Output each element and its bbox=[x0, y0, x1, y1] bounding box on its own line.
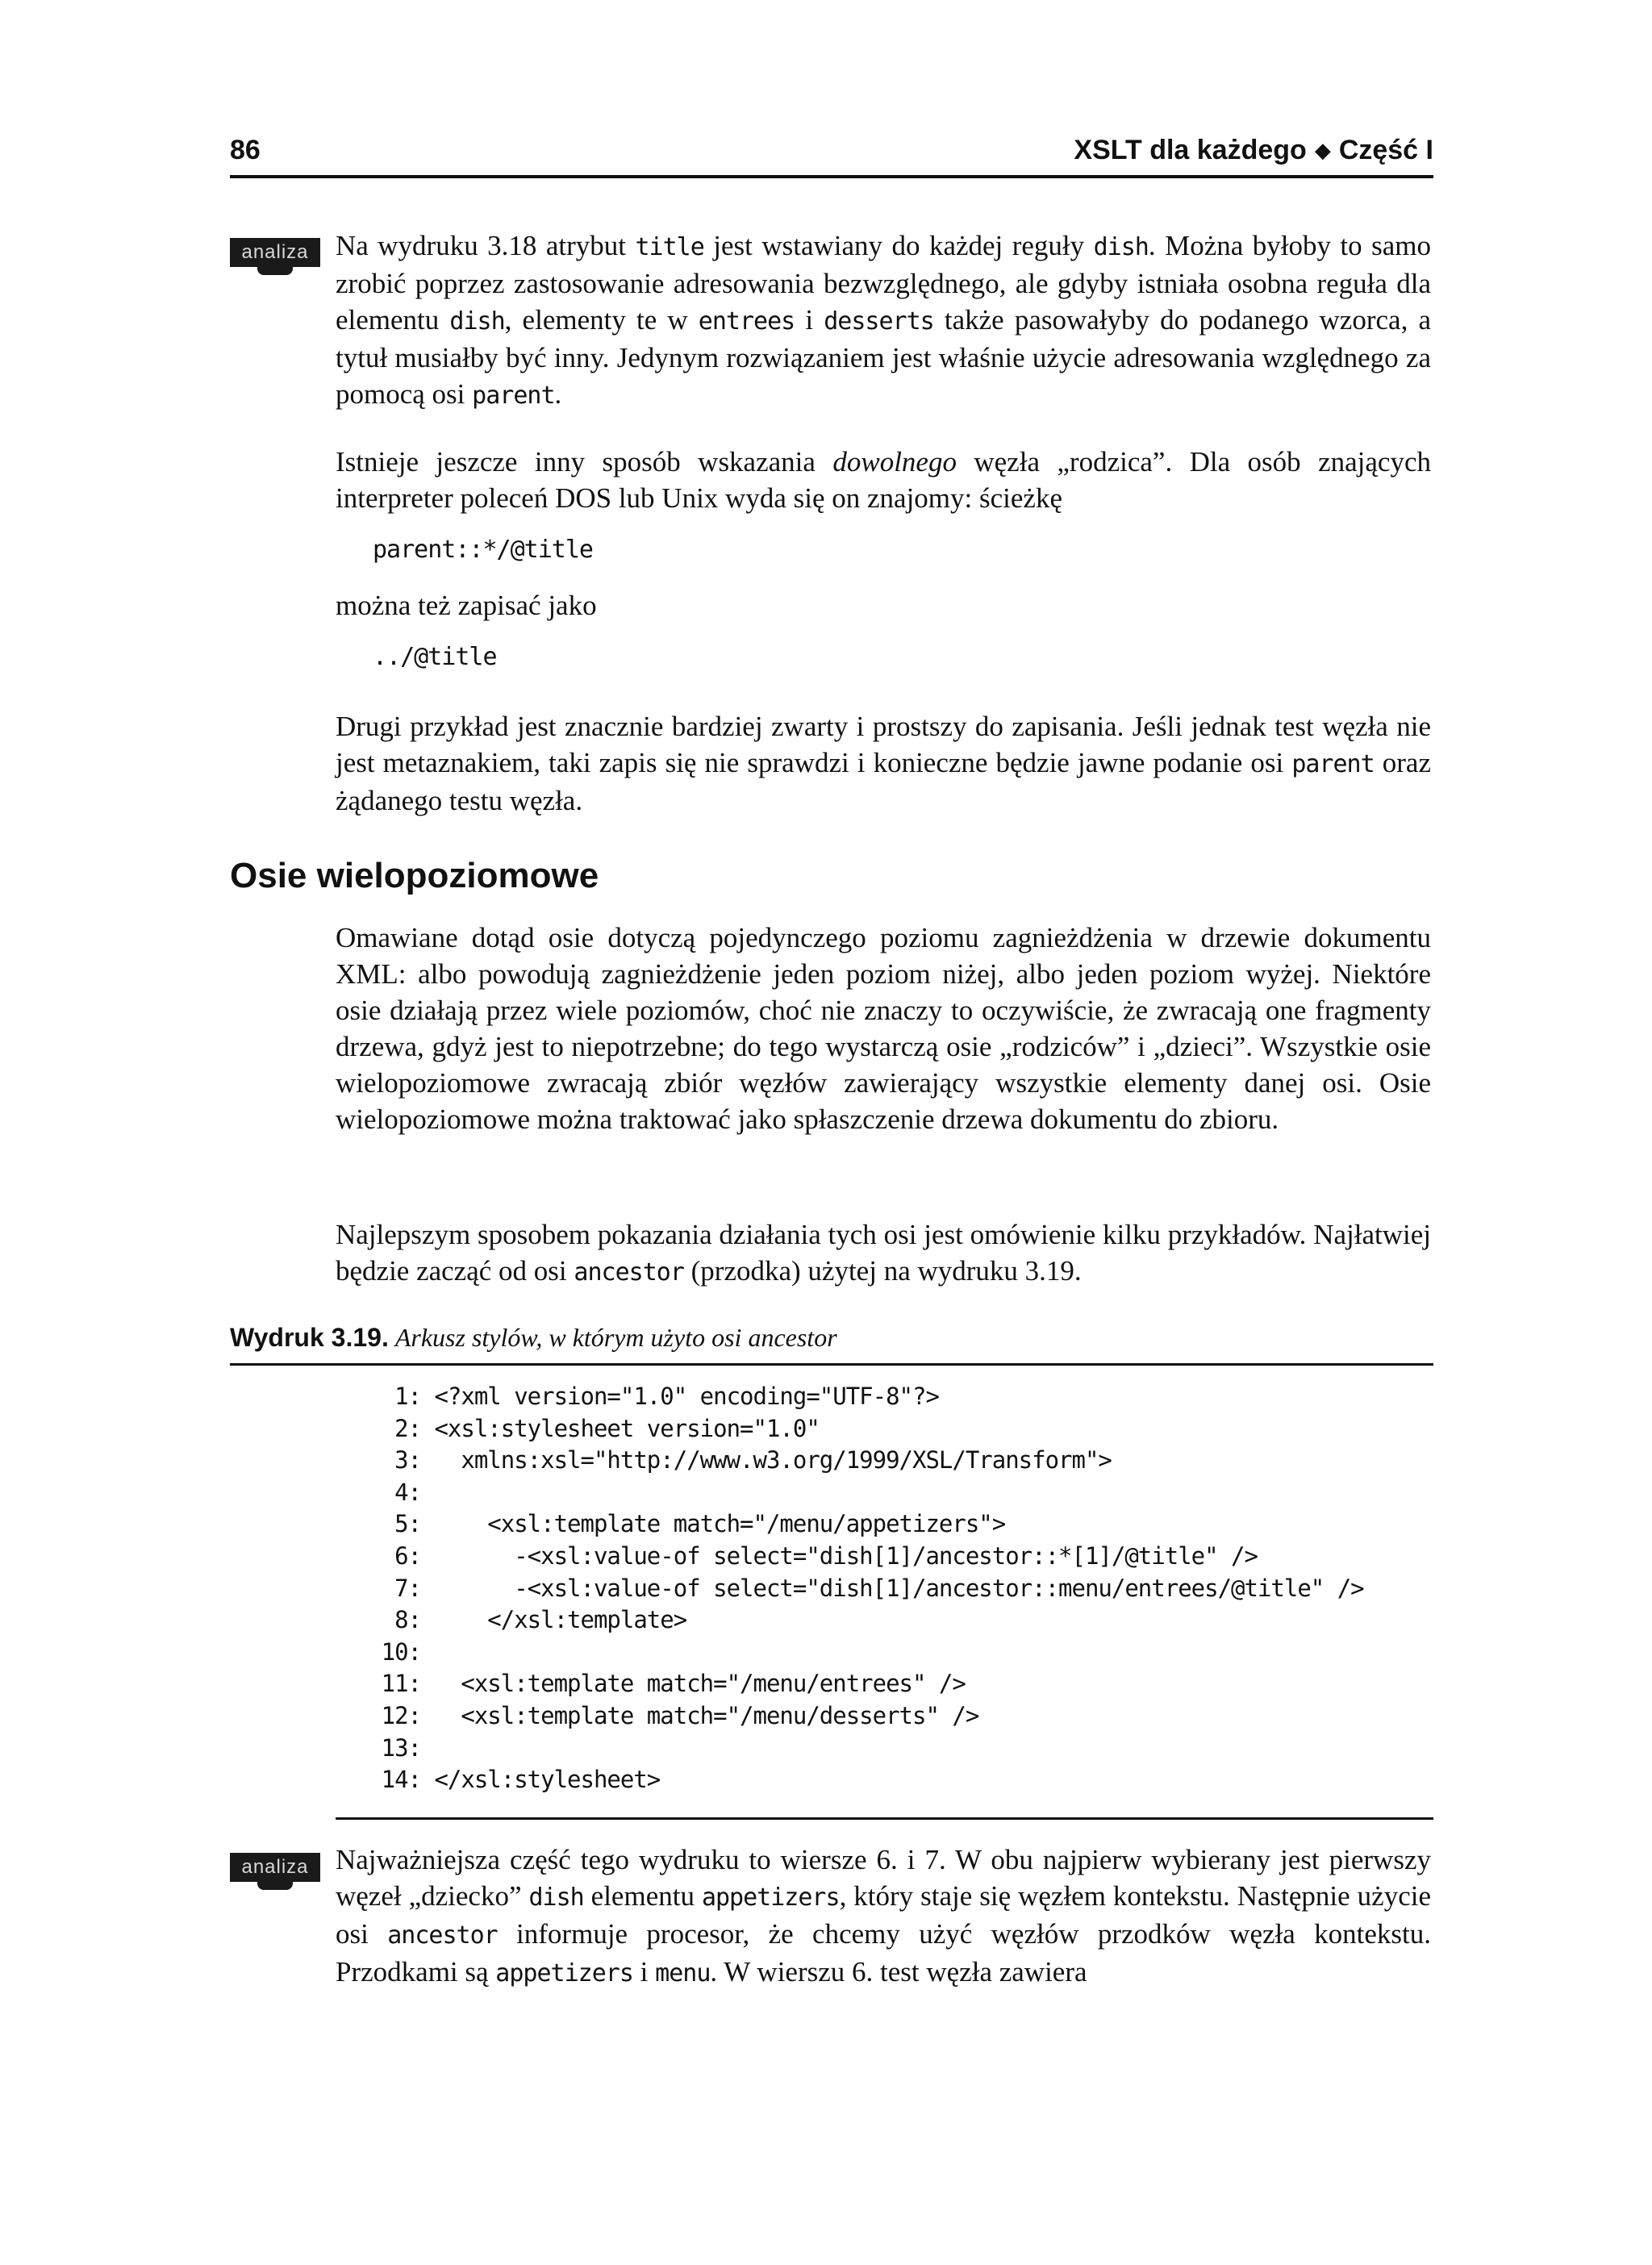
listing-caption-text: Arkusz stylów, w którym użyto osi ancestor bbox=[394, 1323, 837, 1352]
text: . Można byłoby to samo zrobić poprzez zastosowanie adresowania bezwzględnego, ale gdyby istniała osobna reguła dla elementu bbox=[336, 230, 1431, 336]
text: (przodka) użytej na wydruku 3.19. bbox=[683, 1255, 1082, 1287]
line-code: xmlns:xsl="http://www.w3.org/1999/XSL/Transform"> bbox=[421, 1446, 1112, 1475]
running-header bbox=[230, 133, 1433, 181]
line-number: 5: bbox=[394, 1510, 421, 1538]
text: . bbox=[554, 378, 562, 410]
text: jest wstawiany do każdej reguły bbox=[703, 230, 1094, 261]
inline-code: dish bbox=[528, 1883, 584, 1912]
listing-line bbox=[369, 1764, 1364, 1796]
inline-code: dish bbox=[1093, 233, 1149, 261]
listing-label: Wydruk 3.19. bbox=[230, 1323, 389, 1352]
text: i bbox=[632, 1956, 656, 1988]
listing-line bbox=[369, 1668, 1364, 1700]
diamond-separator-icon: ◆ bbox=[1314, 138, 1331, 162]
line-number: 8: bbox=[394, 1606, 421, 1634]
listing-line bbox=[369, 1381, 1364, 1413]
text: Istnieje jeszcze inny sposób wskazania bbox=[336, 446, 833, 478]
inline-code: appetizers bbox=[495, 1959, 633, 1988]
paragraph-2 bbox=[336, 444, 1431, 516]
analysis-badge-icon bbox=[230, 238, 320, 278]
line-number: 12: bbox=[381, 1701, 421, 1729]
line-number: 4: bbox=[394, 1478, 421, 1506]
paragraph-6 bbox=[336, 1216, 1431, 1291]
paragraph-7 bbox=[336, 1842, 1431, 1992]
paragraph-1 bbox=[336, 227, 1431, 414]
line-number: 13: bbox=[381, 1733, 421, 1762]
text: , który staje się węzłem kontekstu. Następnie użycie osi bbox=[336, 1880, 1431, 1950]
book-title: XSLT dla każdego bbox=[1074, 135, 1307, 165]
inline-code: parent bbox=[472, 382, 555, 410]
badge-tab bbox=[257, 1880, 293, 1890]
inline-code: appetizers bbox=[701, 1883, 840, 1912]
inline-code: ancestor bbox=[387, 1921, 498, 1950]
text: Najważniejsza część tego wydruku to wiersze 6. i 7. W obu najpierw wybierany jest pierwszy węzeł „dziecko” bbox=[336, 1844, 1431, 1912]
listing-line bbox=[369, 1541, 1364, 1573]
part-label: Część I bbox=[1338, 135, 1433, 165]
line-number: 6: bbox=[394, 1541, 421, 1570]
listing-rule-bottom bbox=[336, 1817, 1433, 1820]
text: Na wydruku 3.18 atrybut bbox=[336, 230, 636, 261]
listing-line bbox=[369, 1477, 1364, 1509]
paragraph-5: Omawiane dotąd osie dotyczą pojedynczego poziomu zagnieżdżenia w drzewie dokumentu XML: albo powodują zagnieżdżenie jeden poziom niżej, albo jeden poziom wyżej. Niektóre osie działają przez wiele poziomów, choć nie znaczy to oczywiście, że zwracają one fragmenty drzewa, gdyż jest to niepotrzebne; do tego wystarczą osie „rodziców” i „dzieci”. Wszystkie osie wielopoziomowe zwracają zbiór węzłów zawierający wszystkie elementy danej osi. Osie wielopoziomowe można traktować jako spłaszczenie drzewa dokumentu do zbioru. bbox=[336, 922, 1431, 1135]
listing-line bbox=[369, 1508, 1364, 1541]
header-title bbox=[1074, 133, 1433, 169]
text: Drugi przykład jest znacznie bardziej zwarty i prostszy do zapisania. Jeśli jednak test węzła nie jest metaznakiem, taki zapis się nie sprawdzi i konieczne będzie jawne podanie osi bbox=[336, 711, 1431, 778]
text: , elementy te w bbox=[504, 304, 699, 336]
listing-line bbox=[369, 1700, 1364, 1733]
inline-code: title bbox=[635, 233, 704, 261]
inline-code: desserts bbox=[824, 307, 934, 336]
listing-line bbox=[369, 1413, 1364, 1445]
line-code: <xsl:template match="/menu/appetizers"> bbox=[421, 1510, 1006, 1538]
listing-caption bbox=[230, 1320, 837, 1355]
text: informuje procesor, że chcemy użyć węzłów przodków węzła kontekstu. Przodkami są bbox=[336, 1918, 1431, 1988]
listing-line bbox=[369, 1604, 1364, 1637]
line-code: <xsl:template match="/menu/entrees" /> bbox=[421, 1670, 966, 1698]
line-code: <?xml version="1.0" encoding="UTF-8"?> bbox=[421, 1383, 939, 1410]
line-code: <xsl:stylesheet version="1.0" bbox=[421, 1414, 820, 1442]
text: elementu bbox=[583, 1880, 702, 1912]
line-code: </xsl:stylesheet> bbox=[421, 1766, 661, 1794]
line-number: 1: bbox=[394, 1383, 421, 1410]
code-example-1: parent::*/@title bbox=[373, 536, 593, 564]
text: także pasowałyby do podanego wzorca, a tytuł musiałby być inny. Jedynym rozwiązaniem jest właśnie użycie adresowania względnego za pomocą osi bbox=[336, 304, 1431, 410]
listing-line bbox=[369, 1733, 1364, 1765]
paragraph-4 bbox=[336, 708, 1431, 819]
inline-code: entrees bbox=[698, 307, 795, 336]
page-number: 86 bbox=[230, 135, 261, 165]
line-code: </xsl:template> bbox=[421, 1606, 687, 1634]
line-number: 14: bbox=[381, 1766, 421, 1794]
inline-code: ancestor bbox=[574, 1258, 684, 1287]
inline-code: parent bbox=[1291, 750, 1375, 778]
line-code: <xsl:template match="/menu/desserts" /> bbox=[421, 1701, 979, 1729]
line-number: 7: bbox=[394, 1574, 421, 1602]
line-number: 3: bbox=[394, 1446, 421, 1475]
emphasis: dowolnego bbox=[832, 446, 957, 478]
text: Najlepszym sposobem pokazania działania tych osi jest omówienie kilku przykładów. Najłatwiej będzie zacząć od osi bbox=[336, 1219, 1431, 1287]
listing-line bbox=[369, 1637, 1364, 1669]
inline-code: menu bbox=[655, 1959, 711, 1988]
line-number: 2: bbox=[394, 1414, 421, 1442]
text: węzła „rodzica”. Dla osób znających interpreter poleceń DOS lub Unix wyda się on znajomy: ścieżkę bbox=[336, 446, 1431, 514]
listing-line bbox=[369, 1445, 1364, 1477]
analysis-badge-icon bbox=[230, 1853, 320, 1893]
text: oraz żądanego testu węzła. bbox=[336, 747, 1431, 816]
listing-rule-top bbox=[230, 1363, 1433, 1366]
text: . W wierszu 6. test węzła zawiera bbox=[710, 1956, 1087, 1988]
line-code: -<xsl:value-of select="dish[1]/ancestor::menu/entrees/@title" /> bbox=[421, 1574, 1364, 1602]
text: i bbox=[795, 304, 824, 336]
line-number: 11: bbox=[381, 1670, 421, 1698]
listing-line bbox=[369, 1573, 1364, 1605]
line-number: 10: bbox=[381, 1637, 421, 1666]
badge-label: analiza bbox=[230, 1853, 320, 1882]
paragraph-3: można też zapisać jako bbox=[336, 590, 597, 621]
code-example-2: ../@title bbox=[373, 643, 497, 671]
code-listing bbox=[369, 1381, 1364, 1796]
section-heading: Osie wielopoziomowe bbox=[230, 856, 599, 895]
inline-code: dish bbox=[449, 307, 505, 336]
header-rule bbox=[230, 175, 1433, 178]
badge-label: analiza bbox=[230, 238, 320, 267]
line-code: -<xsl:value-of select="dish[1]/ancestor::*[1]/@title" /> bbox=[421, 1541, 1258, 1570]
badge-tab bbox=[257, 265, 293, 275]
